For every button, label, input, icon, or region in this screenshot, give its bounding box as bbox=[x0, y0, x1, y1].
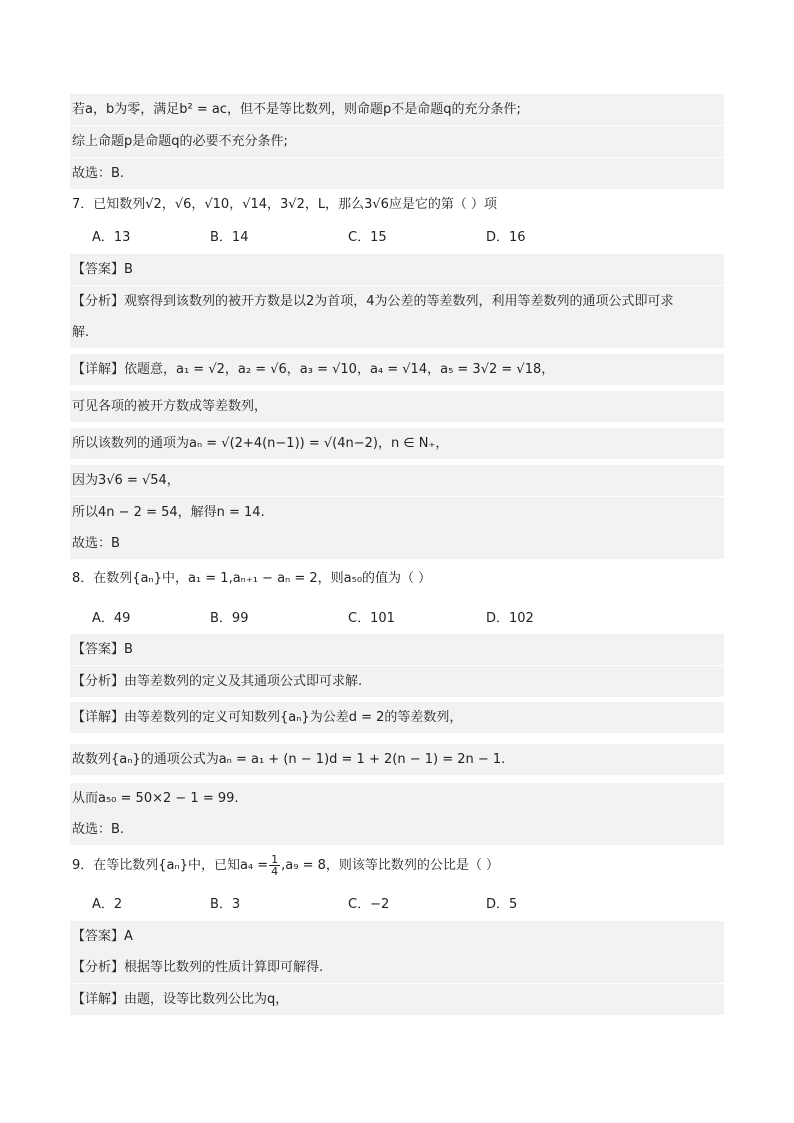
detail-line bbox=[70, 984, 724, 1015]
detail-line bbox=[70, 783, 724, 814]
text: 所以该数列的通项为aₙ = √(2+4(n−1)) = √(4n−2)，n ∈ N₊， bbox=[72, 436, 449, 451]
text: 8．在数列{aₙ}中，a₁ = 1,aₙ₊₁ − aₙ = 2，则a₅₀的值为（ ） bbox=[72, 571, 432, 586]
text: ,a₉ = 8，则该等比数列的公比是（ ） bbox=[281, 858, 500, 873]
text: 【详解】由等差数列的定义可知数列{aₙ}为公差d = 2的等差数列， bbox=[72, 710, 463, 725]
option-a: A．2 bbox=[92, 897, 123, 912]
detail-line bbox=[70, 528, 724, 559]
solution-line bbox=[70, 94, 724, 125]
text: 【详解】依题意，a₁ = √2，a₂ = √6，a₃ = √10，a₄ = √14，a₅ = 3√2 = √18， bbox=[72, 362, 555, 377]
option-d: D．16 bbox=[486, 230, 526, 245]
question-7-stem bbox=[70, 189, 724, 220]
option-d: D．102 bbox=[486, 611, 534, 626]
option-c: C．15 bbox=[348, 230, 387, 245]
solution-line bbox=[70, 158, 724, 189]
text: 【答案】A bbox=[72, 929, 133, 944]
analysis-line bbox=[70, 666, 724, 697]
answer-line bbox=[70, 254, 724, 285]
question-8-options bbox=[70, 603, 724, 634]
question-9-stem bbox=[70, 850, 724, 881]
text: 故数列{aₙ}的通项公式为aₙ = a₁ + (n − 1)d = 1 + 2(n − 1) = 2n − 1. bbox=[72, 752, 506, 767]
answer-line bbox=[70, 921, 724, 952]
option-b: B．3 bbox=[210, 897, 241, 912]
text: 所以4n − 2 = 54，解得n = 14. bbox=[72, 505, 265, 520]
answer-line bbox=[70, 634, 724, 665]
detail-line bbox=[70, 391, 724, 422]
text: 【答案】B bbox=[72, 642, 133, 657]
question-9-options bbox=[70, 889, 724, 920]
detail-line bbox=[70, 428, 724, 459]
detail-line bbox=[70, 354, 724, 385]
detail-line bbox=[70, 497, 724, 528]
option-a: A．13 bbox=[92, 230, 131, 245]
question-8-stem bbox=[70, 563, 724, 594]
fraction-numerator: 1 bbox=[271, 853, 279, 866]
option-b: B．99 bbox=[210, 611, 249, 626]
text: 【答案】B bbox=[72, 262, 133, 277]
text: 【分析】根据等比数列的性质计算即可解得. bbox=[72, 960, 324, 975]
fraction-denominator: 4 bbox=[271, 865, 279, 878]
detail-line bbox=[70, 465, 724, 496]
analysis-line bbox=[70, 286, 724, 317]
detail-line bbox=[70, 702, 724, 733]
fraction bbox=[269, 854, 280, 877]
text: 综上命题p是命题q的必要不充分条件; bbox=[72, 134, 288, 149]
option-d: D．5 bbox=[486, 897, 518, 912]
text: 因为3√6 = √54， bbox=[72, 473, 180, 488]
option-c: C．101 bbox=[348, 611, 395, 626]
text: 故选：B. bbox=[72, 822, 125, 837]
text: 故选：B bbox=[72, 536, 120, 551]
text: 可见各项的被开方数成等差数列， bbox=[72, 399, 268, 414]
analysis-line bbox=[70, 952, 724, 983]
text: 【分析】由等差数列的定义及其通项公式即可求解. bbox=[72, 674, 363, 689]
text: 解. bbox=[72, 325, 90, 340]
text: 9．在等比数列{aₙ}中，已知a₄ = bbox=[72, 858, 269, 873]
text: 7．已知数列√2，√6，√10，√14，3√2，L，那么3√6应是它的第（ ）项 bbox=[72, 197, 498, 212]
solution-line bbox=[70, 126, 724, 157]
question-7-options bbox=[70, 222, 724, 253]
text: 故选：B. bbox=[72, 166, 125, 181]
option-a: A．49 bbox=[92, 611, 131, 626]
text: 【分析】观察得到该数列的被开方数是以2为首项，4为公差的等差数列，利用等差数列的通项公式即可求 bbox=[72, 294, 674, 309]
text: 【详解】由题，设等比数列公比为q， bbox=[72, 992, 289, 1007]
option-c: C．−2 bbox=[348, 897, 390, 912]
text: 从而a₅₀ = 50×2 − 1 = 99. bbox=[72, 791, 239, 806]
text: 若a，b为零，满足b² = ac，但不是等比数列，则命题p不是命题q的充分条件; bbox=[72, 102, 521, 117]
detail-line bbox=[70, 814, 724, 845]
option-b: B．14 bbox=[210, 230, 249, 245]
detail-line bbox=[70, 744, 724, 775]
analysis-line bbox=[70, 317, 724, 348]
